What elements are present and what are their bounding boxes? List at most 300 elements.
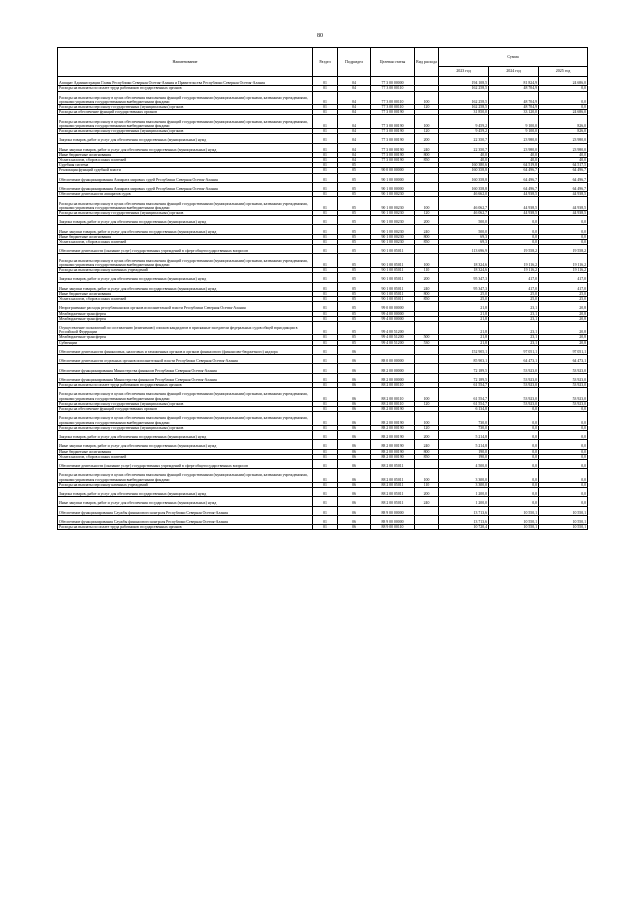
row-subsection: 04 [338, 158, 371, 163]
row-name: Расходы на выплаты персоналу казенных учреждений [58, 482, 313, 487]
row-sum-2025: 20,8 [539, 321, 588, 335]
row-sum-2024: 25,0 [489, 291, 539, 296]
row-subsection: 05 [338, 239, 371, 244]
row-sum-2024: 97 051,1 [489, 345, 539, 354]
row-sum-2023: 10 720,4 [439, 525, 489, 530]
row-sum-2024: 0,0 [489, 412, 539, 426]
row-name: Уплата налогов, сборов и иных платежей [58, 158, 313, 163]
row-section: 01 [313, 373, 338, 382]
table-row [58, 373, 588, 382]
row-subsection: 04 [338, 77, 371, 86]
row-sum-2024: 53 923,0 [489, 364, 539, 373]
table-row [58, 77, 588, 86]
row-name: Судебная система [58, 163, 313, 168]
row-sum-2024: 64 473,1 [489, 355, 539, 364]
row-sum-2025: 10 550,1 [539, 515, 588, 524]
row-target-article: 88 2 00 05011 [371, 459, 415, 468]
row-name: Обеспечение функционирования Службы финансового контроля Республики Северная Осетия-Алания [58, 515, 313, 524]
row-sum-2023: 72 189,5 [439, 373, 489, 382]
table-row [58, 440, 588, 449]
row-section: 01 [313, 383, 338, 388]
table-row [58, 182, 588, 191]
row-sum-2023: 162 258,5 [439, 91, 489, 105]
row-name: Межбюджетные трансферты [58, 311, 313, 316]
row-sum-2023: 5 214,8 [439, 440, 489, 449]
row-target-article: 88 0 00 00000 [371, 355, 415, 364]
row-sum-2024: 417,0 [489, 282, 539, 291]
row-subsection: 04 [338, 134, 371, 143]
row-sum-2024: 0,0 [489, 449, 539, 454]
row-section: 01 [313, 216, 338, 225]
row-section: 01 [313, 316, 338, 321]
row-sum-2024: 53 923,0 [489, 383, 539, 388]
row-target-article: 90 1 00 00230 [371, 192, 415, 197]
row-sum-2023: 160 358,8 [439, 182, 489, 191]
row-section: 01 [313, 525, 338, 530]
row-sum-2024: 23,1 [489, 321, 539, 335]
row-target-article: 77 3 00 00190 [371, 158, 415, 163]
row-sum-2023: 25,0 [439, 291, 489, 296]
row-sum-2023: 21,8 [439, 316, 489, 321]
table-row [58, 173, 588, 182]
row-target-article: 90 1 00 05011 [371, 282, 415, 291]
row-target-article: 88 2 00 00190 [371, 412, 415, 426]
row-sum-2025: 0,0 [539, 425, 588, 430]
row-name: Иные закупки товаров, работ и услуг для обеспечения государственных (муниципальных) нужд [58, 225, 313, 234]
row-expense-type: 100 [415, 91, 439, 105]
row-sum-2024: 0,0 [489, 454, 539, 459]
row-sum-2024: 48 704,9 [489, 105, 539, 110]
row-sum-2025: 417,0 [539, 282, 588, 291]
row-name: Обеспечение деятельности (оказание услуг) государственных учреждений в сфере общегосударственных вопросов [58, 245, 313, 254]
row-expense-type: 100 [415, 254, 439, 268]
row-sum-2023: 162 258,5 [439, 105, 489, 110]
row-sum-2023: 85 903,1 [439, 355, 489, 364]
row-subsection: 05 [338, 291, 371, 296]
row-sum-2023: 500,0 [439, 216, 489, 225]
row-sum-2025: 53 923,0 [539, 383, 588, 388]
row-target-article: 90 1 00 00230 [371, 225, 415, 234]
row-sum-2023: 69,3 [439, 239, 489, 244]
row-sum-2024: 0,0 [489, 497, 539, 506]
table-row [58, 254, 588, 268]
row-expense-type [415, 364, 439, 373]
row-sum-2023: 190,0 [439, 454, 489, 459]
row-sum-2024: 10 550,1 [489, 515, 539, 524]
row-expense-type: 200 [415, 216, 439, 225]
row-expense-type: 800 [415, 291, 439, 296]
row-sum-2023: 40,0 [439, 152, 489, 157]
row-subsection: 06 [338, 355, 371, 364]
row-expense-type [415, 525, 439, 530]
row-name: Уплата налогов, сборов и иных платежей [58, 239, 313, 244]
row-subsection: 05 [338, 225, 371, 234]
row-sum-2025: 64 496,7 [539, 173, 588, 182]
table-row [58, 245, 588, 254]
row-target-article: 88 9 00 00000 [371, 515, 415, 524]
row-sum-2025: 24 686,0 [539, 77, 588, 86]
table-row [58, 134, 588, 143]
row-sum-2024: 48 704,9 [489, 86, 539, 91]
row-section: 01 [313, 273, 338, 282]
row-sum-2025: 826,0 [539, 115, 588, 129]
row-name: Уплата налогов, сборов и иных платежей [58, 297, 313, 302]
row-target-article: 90 1 00 00000 [371, 173, 415, 182]
row-sum-2023: 730,0 [439, 425, 489, 430]
row-sum-2025: 25,0 [539, 291, 588, 296]
row-sum-2024: 64 519,8 [489, 163, 539, 168]
budget-table [57, 47, 588, 530]
row-sum-2025: 53 923,0 [539, 401, 588, 406]
row-target-article: 77 3 00 00190 [371, 134, 415, 143]
row-sum-2025: 64 517,5 [539, 163, 588, 168]
row-sum-2023: 69,3 [439, 234, 489, 239]
row-section: 01 [313, 245, 338, 254]
row-sum-2025: 53 923,0 [539, 388, 588, 402]
row-target-article: 90 1 00 05011 [371, 297, 415, 302]
row-target-article: 90 1 00 00230 [371, 197, 415, 211]
row-sum-2023: 160 358,8 [439, 173, 489, 182]
row-sum-2025: 20,8 [539, 335, 588, 340]
row-sum-2024: 0,0 [489, 469, 539, 483]
row-sum-2023: 21,8 [439, 311, 489, 316]
row-sum-2025: 10 550,1 [539, 506, 588, 515]
row-name: Обеспечение деятельности аппаратов судов [58, 192, 313, 197]
row-name: Расходы на выплаты персоналу в целях обеспечения выполнения функций государственными (муниципальными) органами, казенными учреждениями, органами управления государственными внебюджетными фондами [58, 388, 313, 402]
row-sum-2024: 0,0 [489, 239, 539, 244]
row-subsection: 05 [338, 254, 371, 268]
row-target-article: 90 1 00 05011 [371, 273, 415, 282]
row-expense-type: 200 [415, 273, 439, 282]
row-target-article: 99 4 00 51200 [371, 335, 415, 340]
header-name: Наименование [58, 48, 313, 77]
row-sum-2023: 61 554,7 [439, 401, 489, 406]
row-section: 01 [313, 488, 338, 497]
row-name: Обеспечение деятельности отдельных органов исполнительной власти Республики Северная Осетия-Алания [58, 355, 313, 364]
row-sum-2023: 22 350,7 [439, 143, 489, 152]
row-section: 01 [313, 497, 338, 506]
row-section: 01 [313, 364, 338, 373]
row-sum-2025: 44 938,5 [539, 210, 588, 215]
row-expense-type: 200 [415, 134, 439, 143]
row-section: 01 [313, 192, 338, 197]
row-name: Осуществление полномочий по составлению (изменению) списков кандидатов в присяжные заседатели федеральных судов общей юрисдикции в Российской Федерации [58, 321, 313, 335]
row-sum-2025: 0,0 [539, 482, 588, 487]
row-expense-type: 110 [415, 482, 439, 487]
table-row [58, 497, 588, 506]
row-sum-2024: 48 704,9 [489, 91, 539, 105]
row-subsection: 05 [338, 173, 371, 182]
row-expense-type [415, 245, 439, 254]
header-target-article: Целевая статья [371, 48, 415, 77]
row-sum-2023: 18 324,6 [439, 254, 489, 268]
row-target-article: 77 3 00 00190 [371, 110, 415, 115]
row-sum-2025: 53 923,0 [539, 373, 588, 382]
row-target-article: 90 1 00 00230 [371, 234, 415, 239]
row-sum-2025: 0,0 [539, 234, 588, 239]
row-name: Реализация функций судебной власти [58, 168, 313, 173]
row-subsection: 05 [338, 216, 371, 225]
row-sum-2025: 40,0 [539, 152, 588, 157]
row-sum-2025: 0,0 [539, 449, 588, 454]
row-sum-2023: 46 062,7 [439, 210, 489, 215]
row-sum-2024: 23,1 [489, 340, 539, 345]
table-row [58, 469, 588, 483]
row-sum-2024: 10 550,1 [489, 506, 539, 515]
row-name: Иные бюджетные ассигнования [58, 234, 313, 239]
row-sum-2023: 25,0 [439, 297, 489, 302]
table-row [58, 115, 588, 129]
row-section: 01 [313, 454, 338, 459]
row-target-article: 88 9 00 00000 [371, 506, 415, 515]
row-subsection: 04 [338, 152, 371, 157]
row-target-article: 90 1 00 05011 [371, 245, 415, 254]
row-section: 01 [313, 115, 338, 129]
row-section: 01 [313, 268, 338, 273]
row-section: 01 [313, 401, 338, 406]
table-row [58, 506, 588, 515]
row-sum-2024: 44 938,5 [489, 197, 539, 211]
row-target-article: 99 4 00 00000 [371, 311, 415, 316]
row-section: 01 [313, 163, 338, 168]
row-sum-2023: 13 713,6 [439, 506, 489, 515]
row-expense-type: 120 [415, 129, 439, 134]
row-subsection: 05 [338, 168, 371, 173]
row-name: Расходы на обеспечение функций государственных органов [58, 407, 313, 412]
row-subsection: 05 [338, 245, 371, 254]
row-sum-2024: 0,0 [489, 488, 539, 497]
row-sum-2023: 13 713,6 [439, 515, 489, 524]
row-subsection: 05 [338, 340, 371, 345]
row-sum-2023: 1 200,0 [439, 497, 489, 506]
row-sum-2024: 0,0 [489, 482, 539, 487]
row-section: 01 [313, 110, 338, 115]
row-target-article [371, 345, 415, 354]
row-subsection: 06 [338, 506, 371, 515]
row-subsection: 05 [338, 302, 371, 311]
row-section: 01 [313, 407, 338, 412]
row-sum-2025: 40,0 [539, 158, 588, 163]
row-section: 01 [313, 412, 338, 426]
row-name: Иные бюджетные ассигнования [58, 291, 313, 296]
row-section: 01 [313, 430, 338, 439]
row-section: 01 [313, 321, 338, 335]
row-sum-2023: 21,8 [439, 321, 489, 335]
row-target-article: 88 9 00 00110 [371, 525, 415, 530]
row-section: 01 [313, 482, 338, 487]
header-subsection: Подраздел [338, 48, 371, 77]
row-sum-2024: 0,0 [489, 234, 539, 239]
row-sum-2023: 95 347,3 [439, 282, 489, 291]
row-target-article: 90 1 00 00230 [371, 239, 415, 244]
row-sum-2025: 64 473,1 [539, 355, 588, 364]
row-target-article: 88 2 00 05011 [371, 497, 415, 506]
table-row [58, 197, 588, 211]
row-name: Расходы на выплаты персоналу в целях обеспечения выполнения функций государственными (муниципальными) органами, казенными учреждениями, органами управления государственными внебюджетными фондами [58, 197, 313, 211]
row-sum-2025: 23 980,0 [539, 143, 588, 152]
row-name: Иные бюджетные ассигнования [58, 152, 313, 157]
row-name: Расходы на выплаты персоналу в целях обеспечения выполнения функций государственными (муниципальными) органами, казенными учреждениями, органами управления государственными внебюджетными фондами [58, 115, 313, 129]
row-section: 01 [313, 506, 338, 515]
row-subsection: 06 [338, 497, 371, 506]
row-name: Обеспечение функционирования Министерства финансов Республики Северная Осетия-Алания [58, 364, 313, 373]
row-sum-2024: 23,1 [489, 311, 539, 316]
row-expense-type: 100 [415, 115, 439, 129]
header-year-2024: 2024 год [489, 67, 539, 77]
row-target-article: 88 2 00 00190 [371, 430, 415, 439]
row-target-article: 90 0 00 00000 [371, 168, 415, 173]
row-sum-2024: 0,0 [489, 425, 539, 430]
row-sum-2024: 25,0 [489, 297, 539, 302]
row-subsection: 06 [338, 373, 371, 382]
row-target-article: 88 2 00 00000 [371, 364, 415, 373]
row-expense-type: 850 [415, 297, 439, 302]
row-subsection: 06 [338, 449, 371, 454]
row-sum-2024: 0,0 [489, 430, 539, 439]
row-expense-type: 100 [415, 412, 439, 426]
row-sum-2024: 23,1 [489, 316, 539, 321]
row-section: 01 [313, 340, 338, 345]
row-target-article: 88 2 00 00110 [371, 388, 415, 402]
row-section: 01 [313, 152, 338, 157]
row-name: Расходы на выплаты персоналу государственных (муниципальных) органов [58, 129, 313, 134]
row-expense-type: 120 [415, 105, 439, 110]
row-name: Обеспечение функционирования Министерства финансов Республики Северная Осетия-Алания [58, 373, 313, 382]
row-subsection: 06 [338, 430, 371, 439]
table-row [58, 282, 588, 291]
row-section: 01 [313, 291, 338, 296]
row-section: 01 [313, 173, 338, 182]
row-target-article: 88 2 00 00190 [371, 449, 415, 454]
table-header-row [58, 48, 588, 67]
row-expense-type [415, 515, 439, 524]
row-expense-type: 100 [415, 469, 439, 483]
row-subsection: 05 [338, 335, 371, 340]
row-name: Расходы на выплаты персоналу государственных (муниципальных) органов [58, 425, 313, 430]
row-target-article: 77 3 00 00110 [371, 86, 415, 91]
row-target-article: 88 2 00 00190 [371, 454, 415, 459]
row-section: 01 [313, 469, 338, 483]
row-expense-type: 240 [415, 282, 439, 291]
row-sum-2024: 64 496,7 [489, 168, 539, 173]
row-expense-type: 850 [415, 454, 439, 459]
row-sum-2023: 21,8 [439, 302, 489, 311]
row-sum-2024: 53 923,0 [489, 388, 539, 402]
row-sum-2024: 19 558,2 [489, 245, 539, 254]
table-row [58, 345, 588, 354]
row-sum-2024: 23,1 [489, 302, 539, 311]
row-expense-type: 240 [415, 225, 439, 234]
header-expense-type: Вид расхода [415, 48, 439, 77]
row-expense-type: 240 [415, 497, 439, 506]
row-target-article: 90 1 00 00230 [371, 210, 415, 215]
row-sum-2023: 46 062,7 [439, 197, 489, 211]
row-sum-2025: 826,0 [539, 129, 588, 134]
row-name: Аппарат Администрации Главы Республики Северная Осетия-Алания и Правительства Республики Северная Осетия-Алания [58, 77, 313, 86]
row-sum-2024: 53 923,0 [489, 401, 539, 406]
row-name: Закупка товаров, работ и услуг для обеспечения государственных (муниципальных) нужд [58, 488, 313, 497]
row-sum-2025: 19 558,2 [539, 245, 588, 254]
row-name: Расходы на выплаты персоналу казенных учреждений [58, 268, 313, 273]
row-name: Иные бюджетные ассигнования [58, 449, 313, 454]
row-target-article: 77 3 00 00000 [371, 77, 415, 86]
row-subsection: 06 [338, 383, 371, 388]
row-name: Расходы на обеспечение функций государственных органов [58, 110, 313, 115]
row-subsection: 06 [338, 425, 371, 430]
row-sum-2023: 46 662,0 [439, 192, 489, 197]
row-expense-type: 850 [415, 239, 439, 244]
row-subsection: 06 [338, 482, 371, 487]
table-row [58, 459, 588, 468]
row-name: Иные закупки товаров, работ и услуг для обеспечения государственных (муниципальных) нужд [58, 143, 313, 152]
row-sum-2024: 64 496,7 [489, 182, 539, 191]
row-sum-2025: 0,0 [539, 497, 588, 506]
header-sum: Сумма [439, 48, 588, 67]
page-number: 80 [317, 33, 323, 39]
row-sum-2023: 21,8 [439, 335, 489, 340]
row-sum-2024: 0,0 [489, 459, 539, 468]
row-sum-2024: 10 550,1 [489, 525, 539, 530]
row-sum-2023: 3 300,0 [439, 469, 489, 483]
row-sum-2025: 0,0 [539, 105, 588, 110]
row-target-article: 77 3 00 00190 [371, 129, 415, 134]
row-subsection: 06 [338, 454, 371, 459]
row-expense-type: 530 [415, 340, 439, 345]
row-expense-type: 500 [415, 335, 439, 340]
row-name: Закупка товаров, работ и услуг для обеспечения государственных (муниципальных) нужд [58, 430, 313, 439]
row-subsection: 05 [338, 163, 371, 168]
row-sum-2025: 44 938,5 [539, 197, 588, 211]
row-sum-2024: 40,0 [489, 152, 539, 157]
row-subsection: 05 [338, 282, 371, 291]
row-expense-type [415, 345, 439, 354]
row-sum-2023: 730,0 [439, 412, 489, 426]
row-sum-2024: 23 980,0 [489, 134, 539, 143]
row-sum-2023: 113 696,9 [439, 245, 489, 254]
row-section: 01 [313, 129, 338, 134]
row-sum-2025: 20,8 [539, 311, 588, 316]
row-section: 01 [313, 91, 338, 105]
row-expense-type: 240 [415, 440, 439, 449]
row-target-article: 88 2 00 05011 [371, 469, 415, 483]
row-section: 01 [313, 302, 338, 311]
row-sum-2023: 9 459,2 [439, 115, 489, 129]
row-expense-type [415, 459, 439, 468]
row-name: Расходы на выплаты по оплате труда работников государственных органов [58, 86, 313, 91]
row-expense-type: 100 [415, 197, 439, 211]
row-expense-type [415, 321, 439, 335]
row-sum-2025: 10 550,1 [539, 525, 588, 530]
row-sum-2024: 417,0 [489, 273, 539, 282]
row-name: Обеспечение функционирования Аппарата мировых судей Республики Северная Осетия-Алания [58, 173, 313, 182]
row-expense-type: 110 [415, 268, 439, 273]
row-sum-2023: 31 850,0 [439, 110, 489, 115]
row-expense-type: 240 [415, 143, 439, 152]
row-expense-type [415, 355, 439, 364]
row-sum-2023: 61 554,7 [439, 388, 489, 402]
row-name: Расходы на выплаты персоналу государственных (муниципальных) органов [58, 210, 313, 215]
row-sum-2024: 0,0 [489, 225, 539, 234]
row-expense-type: 800 [415, 152, 439, 157]
row-sum-2024: 44 938,5 [489, 210, 539, 215]
row-subsection: 06 [338, 407, 371, 412]
row-section: 01 [313, 168, 338, 173]
row-name: Обеспечение функционирования Аппарата мировых судей Республики Северная Осетия-Алания [58, 182, 313, 191]
row-expense-type [415, 302, 439, 311]
row-subsection: 04 [338, 143, 371, 152]
row-name: Иные закупки товаров, работ и услуг для обеспечения государственных (муниципальных) нужд [58, 440, 313, 449]
row-expense-type [415, 182, 439, 191]
